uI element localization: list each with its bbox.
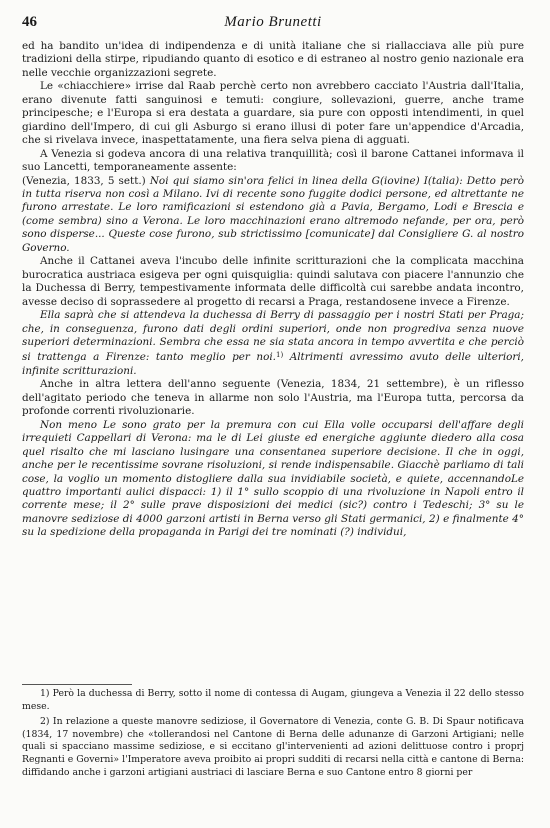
- running-head: Mario Brunetti: [224, 14, 322, 30]
- quote-text: Noi qui siamo sin'ora felici in linea della G(iovine) I(talia): Detto però in tutta riserva non così a Milano. Ivi di recente sono fuggite dodici persone, ed altrettante ne furono arrestate. Le loro ramificazioni si estendono già a Pavia, Bergamo, Lodi e Brescia e (come sembra) sino a Verona. Le loro macchinazioni erano altremodo nefande, per ora, però sono disperse... Queste cose furono, sub strictissimo [comunicate] dal Consigliere G. al nostro Governo.: [22, 174, 525, 254]
- quote-tail: Altrimenti avressimo avuto delle ulteriori, infinite scritturazioni.: [22, 351, 524, 377]
- page-number: 46: [22, 14, 37, 30]
- paragraph-text: A Venezia si godeva ancora di una relativa tranquillità; così il barone Cattanei informava il suo Lancetti, temporaneamente assente:: [22, 147, 524, 174]
- footnote: 2) In relazione a queste manovre sediziose, il Governatore di Venezia, conte G. B. Di Spaur notificava (1834, 17 novembre) che «tollerandosi nel Cantone di Berna delle adunanze di Garzoni Artigiani; nelle quali si spacciano massime sediziose, e si eccitano gl'intervenienti ad azioni delittuose contro i proprj Regnanti e Governi» l'Imperatore aveva proibito ai propri sudditi di recarsi nella città e cantone di Berna: diffidando anche i garzoni artigiani austriaci di lasciare Berna e suo Cantone entro 8 giorni per: [22, 716, 524, 778]
- footnote-marker: 1): [275, 351, 284, 360]
- footnotes: [22, 688, 524, 782]
- quote-date: (Venezia, 1833, 5 sett.): [22, 174, 146, 187]
- quote-text: Non meno Le sono grato per la premura con cui Ella volle occuparsi dell'affare degli irrequieti Cappellari di Verona: ma le di Lei giuste ed energiche aggiunte diedero alla cosa quel risalto che mi lasciano lusingare una consentanea superiore decisione. Il che in oggi, anche per le recentissime sovrane risoluzioni, si rende indispensabile. Giacchè parliamo di tali cose, la voglio un momento distogliere dalla sua invidiabile società, e quiete, accennandoLe quattro importanti aulici dispacci: 1) il 1° sullo scoppio di una rivoluzione in Napoli entro il corrente mese; il 2° sulle prave disposizioni dei medici (sic?) contro i Tedeschi; 3° su le manovre sediziose di 4000 garzoni artisti in Berna verso gli Stati germanici, 2) e finalmente 4° su la spedizione della propaganda in Parigi dei tre nominati (?) individui,: [22, 418, 524, 539]
- paragraph: [22, 80, 524, 147]
- footnote-divider: [22, 684, 132, 685]
- paragraph: [22, 40, 524, 80]
- quote-text: Ella saprà che si attendeva la duchessa di Berry di passaggio per i nostri Stati per Praga; che, in conseguenza, furono dati degli ordini superiori, onde non progrediva senza nuove superiori determinazioni. Sembra che essa ne sia stata ancora in tempo avvertita e che perciò si trattenga a Firenze: tanto meglio per noi.: [22, 309, 524, 364]
- paragraph-text: Anche in altra lettera dell'anno seguente (Venezia, 1834, 21 settembre), è un riflesso dell'agitato periodo che teneva in allarme non solo l'Austria, ma l'Europa tutta, percorsa da profonde correnti rivoluzionarie.: [22, 378, 524, 418]
- page-header: [22, 14, 524, 34]
- quoted-letter: [22, 175, 524, 256]
- paragraph: [22, 255, 524, 309]
- paragraph-text: Anche il Cattanei aveva l'incubo delle infinite scritturazioni che la complicata macchina burocratica austriaca esigeva per ogni quisquiglia: quindi salutava con piacere l'annunzio che la Duchessa di Berry, tempestivamente informata delle difficoltà cui sarebbe andata incontro, avesse deciso di soprassedere al progetto di recarsi a Praga, restandosene invece a Firenze.: [22, 255, 524, 308]
- footnote: 1) Però la duchessa di Berry, sotto il nome di contessa di Augam, giungeva a Venezia il 22 dello stesso mese.: [22, 688, 524, 712]
- paragraph: [22, 148, 524, 175]
- quoted-letter: [22, 419, 524, 540]
- quoted-letter: [22, 309, 524, 378]
- paragraph-text: ed ha bandito un'idea di indipendenza e di unità italiane che si riallacciava alle più pure tradizioni della stirpe, ripudiando quanto di esotico e di estraneo al nostro genio nazionale era nelle vecchie organizzazioni segrete.: [22, 40, 524, 79]
- paragraph: [22, 378, 524, 418]
- paragraph-text: Le «chiacchiere» irrise dal Raab perchè certo non avrebbero cacciato l'Austria dall'Italia, erano divenute fatti sanguinosi e temuti: congiure, sollevazioni, guerre, anche trame principesche; e l'Europa si era destata a guardare, sia pure con opposti intendimenti, in quel giardino dell'Impero, di cui gli Asburgo si erano illusi di poter fare un'appendice d'Arcadia, che si rivelava invece, inaspettatamente, una fiera selva piena di agguati.: [22, 80, 524, 147]
- main-text: [22, 40, 524, 540]
